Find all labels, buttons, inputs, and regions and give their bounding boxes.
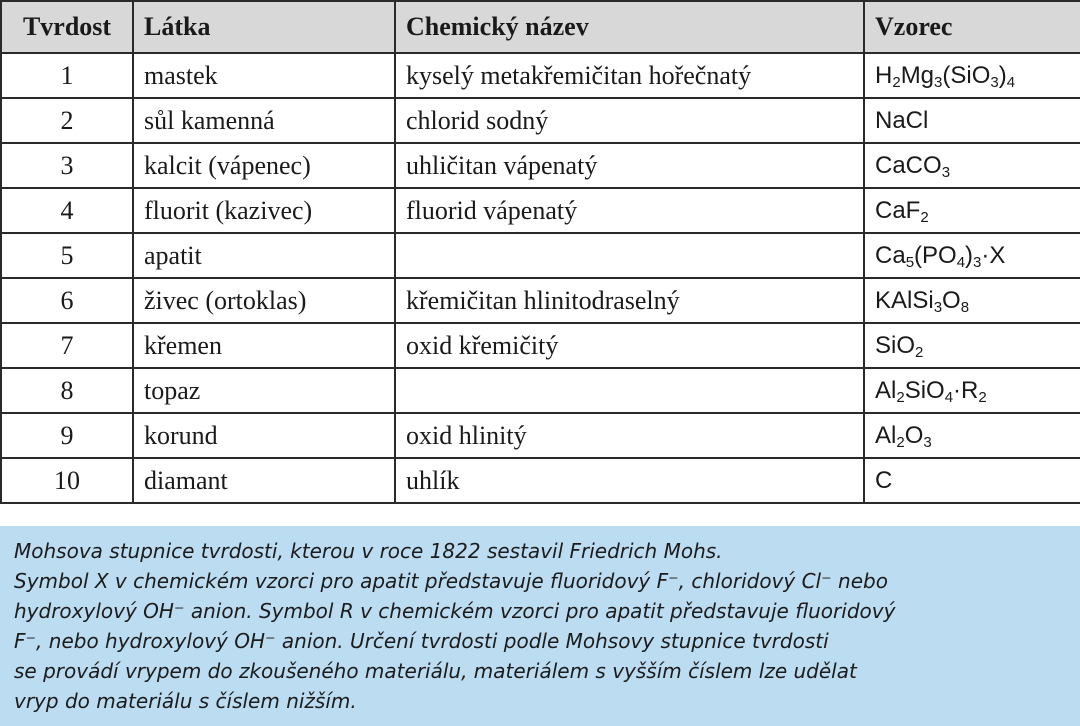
cell-chemicky-nazev: kyselý metakřemičitan hořečnatý: [395, 53, 864, 98]
cell-tvrdost: 3: [1, 143, 133, 188]
formula-subscript: 4: [1006, 73, 1016, 91]
cell-chemicky-nazev: [395, 368, 864, 413]
formula-part: H: [875, 61, 893, 89]
formula-part: ·R: [953, 376, 979, 404]
caption-line: Symbol X v chemickém vzorci pro apatit představuje fluoridový F⁻, chloridový Cl⁻ nebo: [14, 569, 888, 593]
formula-part: SiO: [875, 331, 916, 359]
formula-subscript: 3: [973, 253, 982, 271]
formula-subscript: 2: [892, 73, 901, 91]
formula-part: Al: [875, 421, 897, 449]
formula-subscript: 3: [990, 73, 999, 91]
formula-part: NaCl: [875, 106, 929, 134]
cell-chemicky-nazev: oxid hlinitý: [395, 413, 864, 458]
cell-chemicky-nazev: uhlík: [395, 458, 864, 503]
caption-box: [0, 526, 1080, 726]
cell-chemicky-nazev: fluorid vápenatý: [395, 188, 864, 233]
formula-part: O: [904, 421, 924, 449]
cell-chemicky-nazev: chlorid sodný: [395, 98, 864, 143]
cell-vzorec: [864, 368, 1080, 413]
formula-subscript: 5: [905, 253, 915, 271]
formula-subscript: 3: [934, 73, 943, 91]
cell-latka: diamant: [133, 458, 395, 503]
table-row: [1, 53, 1080, 98]
table-row: [1, 413, 1080, 458]
formula-part: CaCO: [875, 151, 942, 179]
formula-part: (PO: [914, 241, 957, 269]
cell-tvrdost: 10: [1, 458, 133, 503]
formula-subscript: 4: [956, 253, 966, 271]
cell-tvrdost: 4: [1, 188, 133, 233]
cell-chemicky-nazev: oxid křemičitý: [395, 323, 864, 368]
table-header-row: [1, 1, 1080, 53]
table-row: [1, 368, 1080, 413]
formula-part: Ca: [875, 241, 906, 269]
cell-vzorec: [864, 278, 1080, 323]
caption-line: vryp do materiálu s číslem nižším.: [14, 689, 357, 713]
formula-part: (SiO: [942, 61, 991, 89]
table-row: [1, 458, 1080, 503]
formula-part: KAlSi: [875, 286, 934, 314]
cell-latka: živec (ortoklas): [133, 278, 395, 323]
cell-latka: apatit: [133, 233, 395, 278]
header-tvrdost: Tvrdost: [1, 1, 133, 53]
cell-vzorec: [864, 323, 1080, 368]
caption-line: F⁻, nebo hydroxylový OH⁻ anion. Určení tvrdosti podle Mohsovy stupnice tvrdosti: [14, 629, 829, 653]
cell-tvrdost: 1: [1, 53, 133, 98]
formula-part: Mg: [900, 61, 935, 89]
cell-latka: kalcit (vápenec): [133, 143, 395, 188]
cell-tvrdost: 8: [1, 368, 133, 413]
cell-vzorec: [864, 143, 1080, 188]
cell-latka: mastek: [133, 53, 395, 98]
table-body: [1, 53, 1080, 503]
formula-subscript: 3: [941, 163, 951, 181]
formula-part: ): [965, 241, 974, 269]
formula-part: SiO: [904, 376, 945, 404]
formula-subscript: 2: [896, 388, 905, 406]
cell-vzorec: [864, 458, 1080, 503]
cell-latka: sůl kamenná: [133, 98, 395, 143]
cell-latka: křemen: [133, 323, 395, 368]
cell-tvrdost: 9: [1, 413, 133, 458]
cell-tvrdost: 7: [1, 323, 133, 368]
header-chemicky-nazev: Chemický název: [395, 1, 864, 53]
cell-vzorec: [864, 188, 1080, 233]
formula-subscript: 2: [915, 343, 924, 361]
caption-line: Mohsova stupnice tvrdosti, kterou v roce 1822 sestavil Friedrich Mohs.: [14, 539, 723, 563]
formula-subscript: 3: [933, 298, 943, 316]
formula-part: C: [875, 466, 893, 494]
table-row: [1, 278, 1080, 323]
table-row: [1, 143, 1080, 188]
cell-chemicky-nazev: uhličitan vápenatý: [395, 143, 864, 188]
table-row: [1, 233, 1080, 278]
cell-latka: korund: [133, 413, 395, 458]
formula-part: O: [942, 286, 961, 314]
caption-line: hydroxylový OH⁻ anion. Symbol R v chemickém vzorci pro apatit představuje fluoridový: [14, 599, 896, 623]
formula-part: ): [998, 61, 1007, 89]
cell-latka: fluorit (kazivec): [133, 188, 395, 233]
formula-subscript: 2: [978, 388, 987, 406]
cell-latka: topaz: [133, 368, 395, 413]
formula-subscript: 2: [920, 208, 929, 226]
cell-tvrdost: 6: [1, 278, 133, 323]
formula-part: CaF: [875, 196, 921, 224]
formula-subscript: 4: [944, 388, 954, 406]
caption-line: se provádí vrypem do zkoušeného materiálu, materiálem s vyšším číslem lze udělat: [14, 659, 857, 683]
header-latka: Látka: [133, 1, 395, 53]
formula-part: Al: [875, 376, 897, 404]
cell-chemicky-nazev: [395, 233, 864, 278]
cell-tvrdost: 5: [1, 233, 133, 278]
cell-tvrdost: 2: [1, 98, 133, 143]
formula-subscript: 8: [960, 298, 970, 316]
cell-vzorec: [864, 413, 1080, 458]
table-row: [1, 98, 1080, 143]
formula-part: ·X: [981, 241, 1006, 269]
table-row: [1, 323, 1080, 368]
cell-vzorec: [864, 53, 1080, 98]
cell-vzorec: [864, 233, 1080, 278]
header-vzorec: Vzorec: [864, 1, 1080, 53]
cell-vzorec: [864, 98, 1080, 143]
formula-subscript: 2: [896, 433, 905, 451]
table-row: [1, 188, 1080, 233]
cell-chemicky-nazev: křemičitan hlinitodraselný: [395, 278, 864, 323]
formula-subscript: 3: [923, 433, 932, 451]
